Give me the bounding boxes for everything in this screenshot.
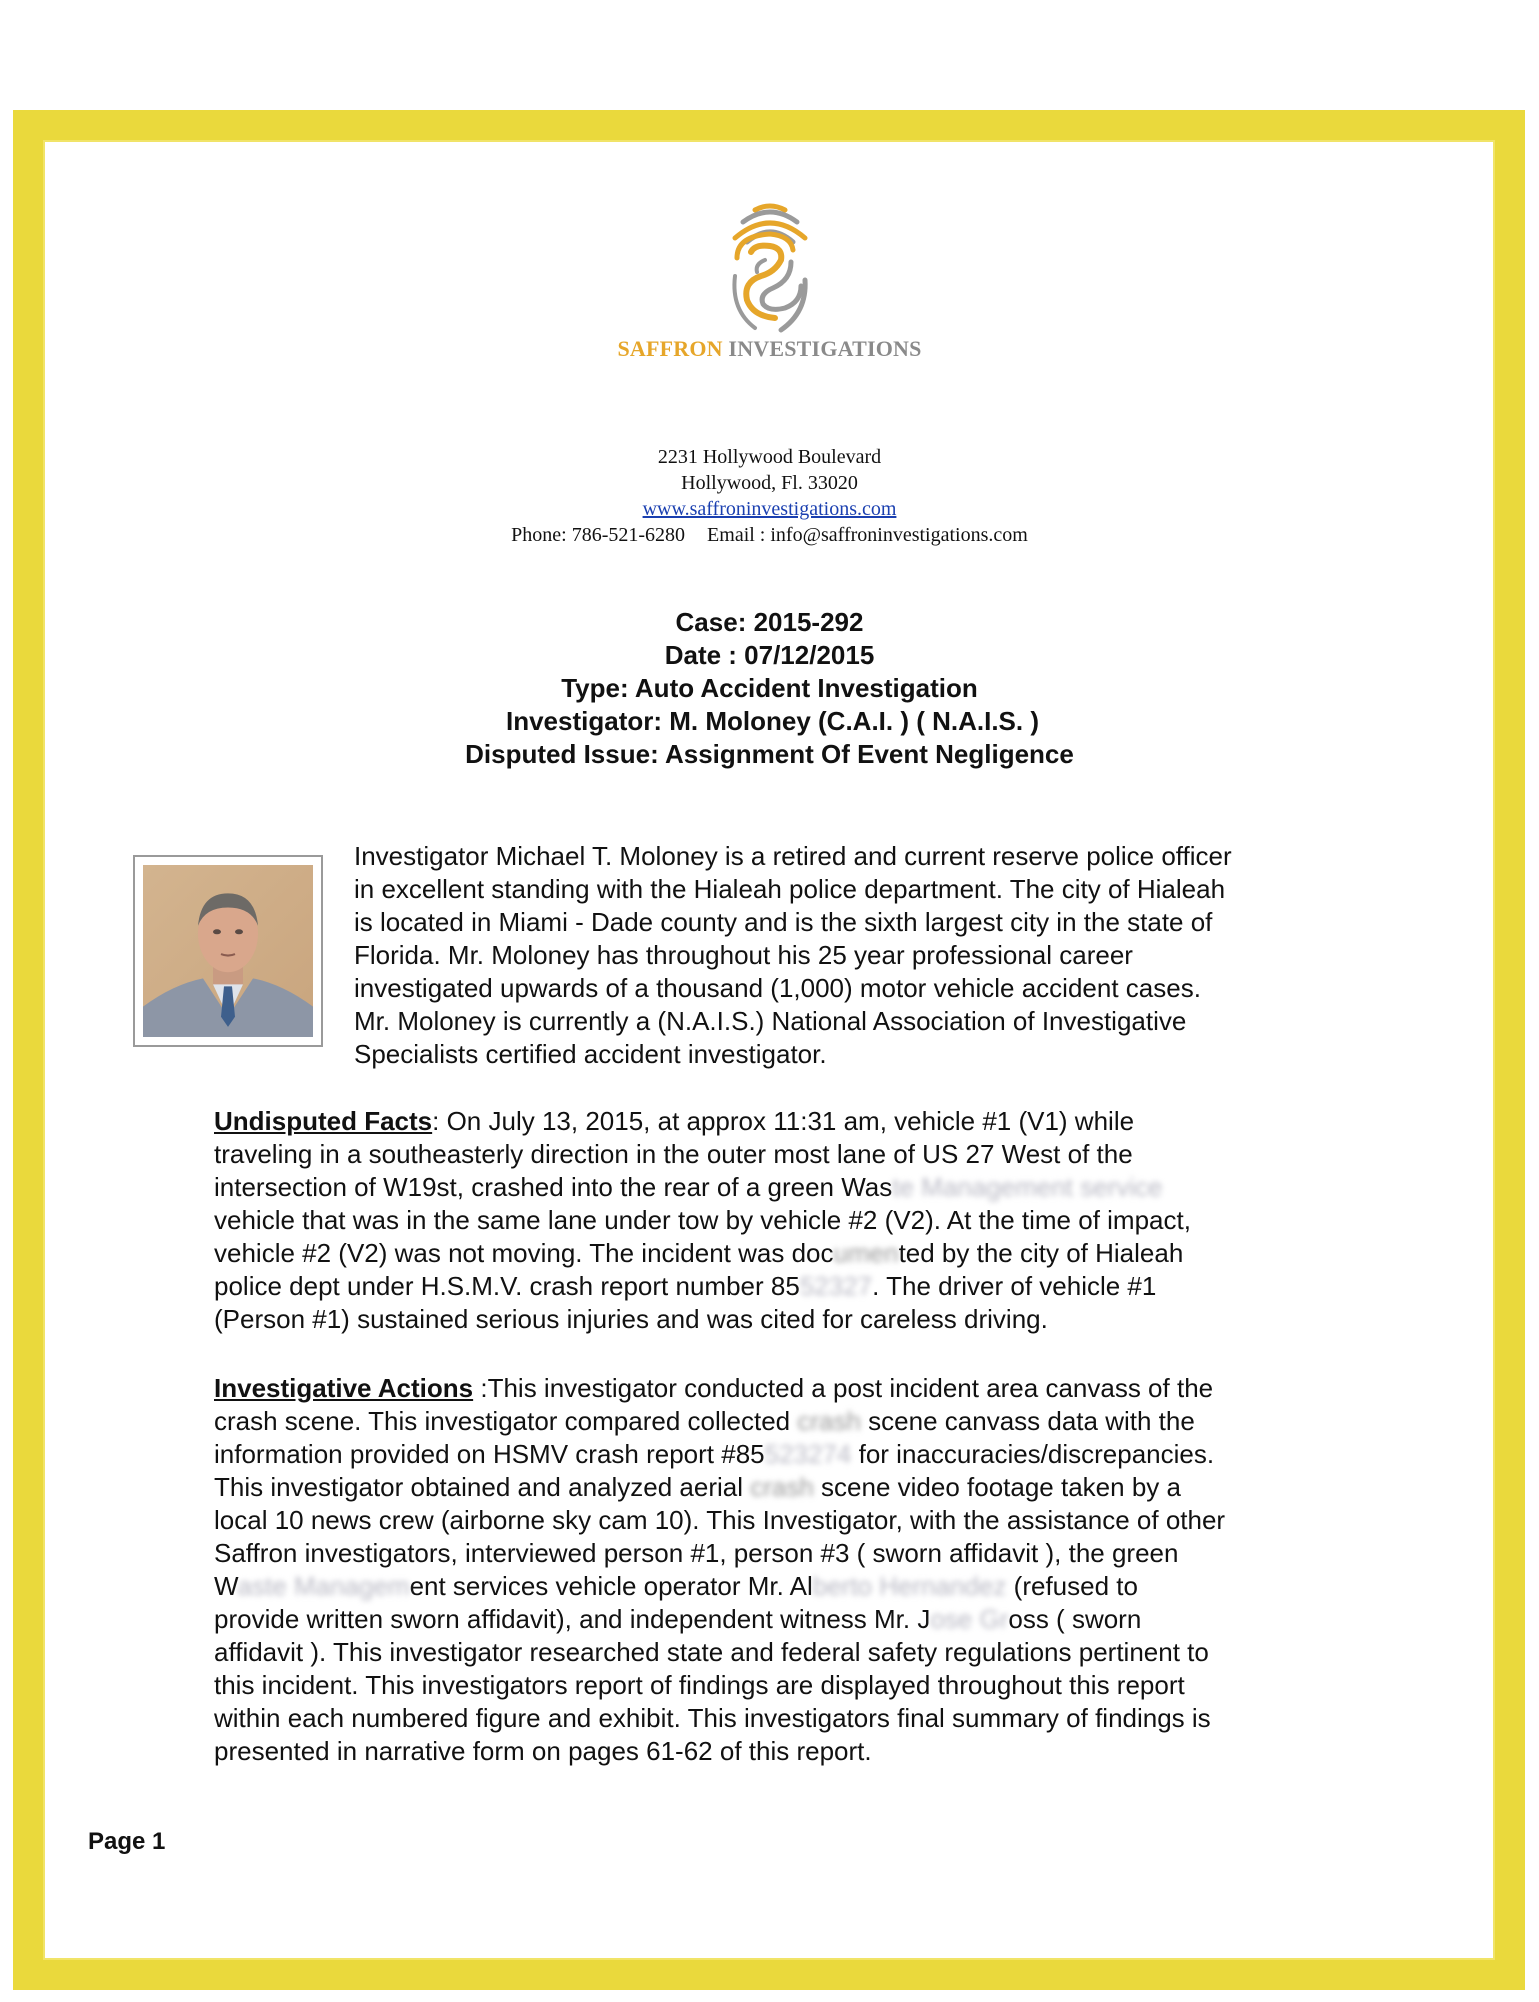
undisputed-facts-paragraph bbox=[214, 1105, 1334, 1336]
paragraph-text: for inaccuracies/discrepancies. bbox=[851, 1439, 1215, 1469]
paragraph-text: this incident. This investigators report of findings are displayed throughout this report bbox=[214, 1670, 1185, 1700]
redacted-text: umen bbox=[833, 1238, 899, 1268]
paragraph-text: crash scene. This investigator compared collected bbox=[214, 1406, 798, 1436]
paragraph-text: oss ( sworn bbox=[1008, 1604, 1142, 1634]
bio-line: Specialists certified accident investigator. bbox=[354, 1039, 827, 1069]
bio-line: is located in Miami - Dade county and is the sixth largest city in the state of bbox=[354, 907, 1213, 937]
paragraph-text: vehicle that was in the same lane under tow by vehicle #2 (V2). At the time of impact, bbox=[214, 1205, 1191, 1235]
bio-line: investigated upwards of a thousand (1,000) motor vehicle accident cases. bbox=[354, 973, 1201, 1003]
case-info bbox=[0, 606, 1539, 771]
address-block bbox=[0, 444, 1539, 548]
page-number: Page 1 bbox=[88, 1828, 166, 1855]
bio-line: Investigator Michael T. Moloney is a retired and current reserve police officer bbox=[354, 841, 1232, 871]
undisputed-facts-label: Undisputed Facts bbox=[214, 1106, 433, 1136]
redacted-text: crash bbox=[750, 1472, 814, 1502]
paragraph-text: intersection of W19st, crashed into the rear of a green Was bbox=[214, 1172, 893, 1202]
paragraph-text: local 10 news crew (airborne sky cam 10). This Investigator, with the assistance of other bbox=[214, 1505, 1226, 1535]
paragraph-text: :This investigator conducted a post incident area canvass of the bbox=[473, 1373, 1214, 1403]
brand-name bbox=[0, 336, 1539, 362]
brand-investigations: INVESTIGATIONS bbox=[722, 336, 922, 361]
website-link[interactable]: www.saffroninvestigations.com bbox=[642, 498, 897, 520]
investigator-bio bbox=[354, 840, 1334, 1071]
fingerprint-logo-icon bbox=[725, 200, 815, 340]
bio-line: Mr. Moloney is currently a (N.A.I.S.) National Association of Investigative bbox=[354, 1006, 1187, 1036]
case-issue: Disputed Issue: Assignment Of Event Negligence bbox=[465, 739, 1074, 769]
redacted-text: te Management service bbox=[892, 1172, 1163, 1202]
redacted-text: ose Gr bbox=[930, 1604, 1009, 1634]
paragraph-text: vehicle #2 (V2) was not moving. The incident was doc bbox=[214, 1238, 834, 1268]
paragraph-text: information provided on HSMV crash report #85 bbox=[214, 1439, 765, 1469]
paragraph-text: : On July 13, 2015, at approx 11:31 am, vehicle #1 (V1) while bbox=[432, 1106, 1135, 1136]
case-type: Type: Auto Accident Investigation bbox=[561, 673, 978, 703]
redacted-text: 52327 bbox=[799, 1271, 873, 1301]
paragraph-text: (Person #1) sustained serious injuries and was cited for careless driving. bbox=[214, 1304, 1048, 1334]
case-investigator: Investigator: M. Moloney (C.A.I. ) ( N.A.I.S. ) bbox=[505, 706, 1039, 736]
bio-line: in excellent standing with the Hialeah police department. The city of Hialeah bbox=[354, 874, 1226, 904]
paragraph-text: provide written sworn affidavit), and independent witness Mr. J bbox=[214, 1604, 931, 1634]
paragraph-text: ent services vehicle operator Mr. Al bbox=[409, 1571, 813, 1601]
redacted-text: 523274 bbox=[764, 1439, 852, 1469]
investigative-actions-label: Investigative Actions bbox=[214, 1373, 474, 1403]
paragraph-text: W bbox=[214, 1571, 238, 1601]
redacted-text: crash bbox=[797, 1406, 861, 1436]
paragraph-text: . The driver of vehicle #1 bbox=[872, 1271, 1157, 1301]
paragraph-text: (refused to bbox=[1006, 1571, 1138, 1601]
email-text: Email : info@saffroninvestigations.com bbox=[707, 524, 1028, 546]
case-date: Date : 07/12/2015 bbox=[664, 640, 875, 670]
paragraph-text: Saffron investigators, interviewed person #1, person #3 ( sworn affidavit ), the green bbox=[214, 1538, 1179, 1568]
address-city: Hollywood, Fl. 33020 bbox=[681, 472, 858, 494]
investigative-actions-paragraph bbox=[214, 1372, 1334, 1768]
paragraph-text: scene canvass data with the bbox=[860, 1406, 1195, 1436]
paragraph-text: affidavit ). This investigator researched state and federal safety regulations pertinent to bbox=[214, 1637, 1209, 1667]
investigator-photo bbox=[133, 855, 323, 1047]
paragraph-text: traveling in a southeasterly direction in the outer most lane of US 27 West of the bbox=[214, 1139, 1133, 1169]
case-number: Case: 2015-292 bbox=[675, 607, 864, 637]
paragraph-text: police dept under H.S.M.V. crash report number 85 bbox=[214, 1271, 800, 1301]
phone-text: Phone: 786-521-6280 bbox=[511, 524, 686, 546]
paragraph-text: within each numbered figure and exhibit. This investigators final summary of findings is bbox=[214, 1703, 1211, 1733]
paragraph-text: This investigator obtained and analyzed aerial bbox=[214, 1472, 751, 1502]
paragraph-text: presented in narrative form on pages 61-62 of this report. bbox=[214, 1736, 872, 1766]
redacted-text: berto Hernandez bbox=[812, 1571, 1007, 1601]
address-street: 2231 Hollywood Boulevard bbox=[657, 446, 882, 468]
paragraph-text: ted by the city of Hialeah bbox=[898, 1238, 1184, 1268]
paragraph-text: scene video footage taken by a bbox=[813, 1472, 1181, 1502]
bio-line: Florida. Mr. Moloney has throughout his 25 year professional career bbox=[354, 940, 1133, 970]
redacted-text: aste Managem bbox=[237, 1571, 410, 1601]
brand-saffron: SAFFRON bbox=[617, 336, 723, 361]
